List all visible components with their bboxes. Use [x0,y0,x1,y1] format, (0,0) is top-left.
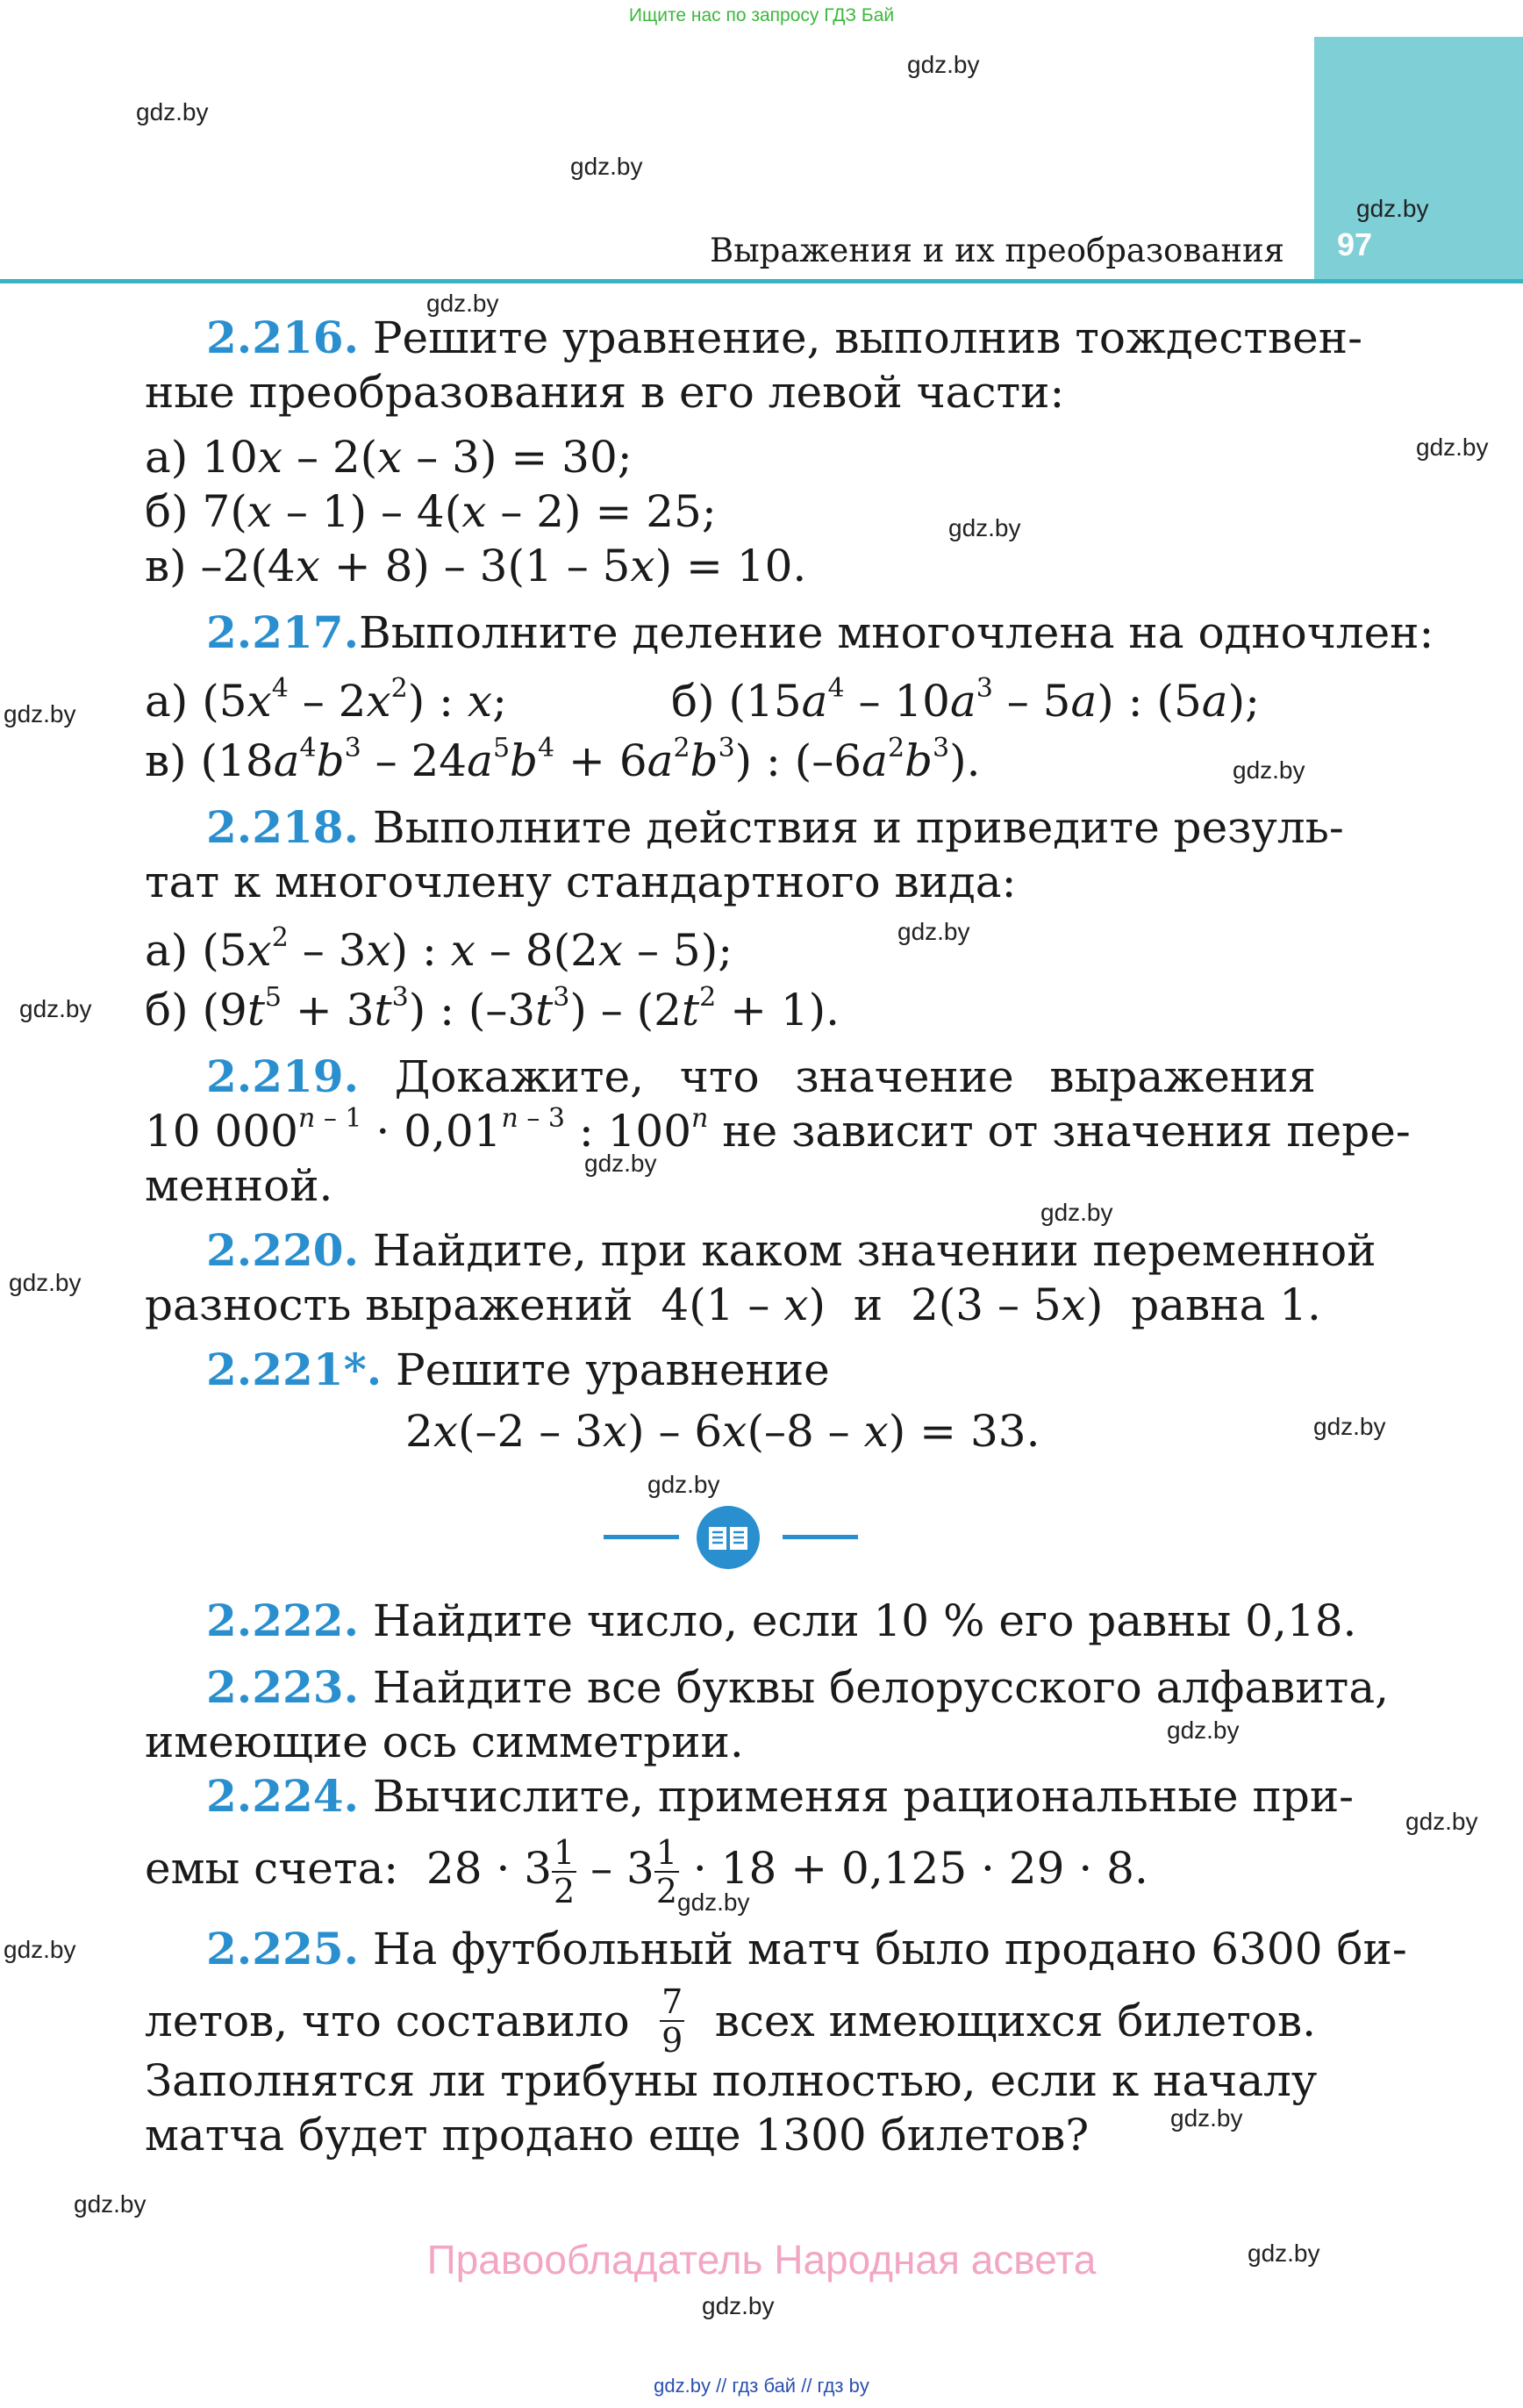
copyright-notice: Правообладатель Народная асвета [426,2237,1097,2283]
exercise-217-item-b: б) $(15a^4 - 10a^3 - 5a)$ : (5a); [671,673,1260,727]
exercise-225-line3: Заполнятся ли трибуны полностью, если к началу [145,2055,1318,2106]
watermark: gdz.by [1167,1716,1240,1744]
watermark: gdz.by [4,700,76,727]
exercise-225-line4: матча будет продано еще 1300 билетов? [145,2110,1090,2161]
exercise-222-line1 [206,1594,1356,1648]
exercise-220-line1 [206,1223,1376,1278]
exercise-text: Решите уравнение [396,1344,830,1395]
exercise-223-line2: имеющие ось симметрии. [145,1716,744,1767]
exercise-221-equation: 2x(–2 – 3x) – 6x(–8 – x) = 33. [405,1406,1040,1457]
exercise-text: равна 1. [1131,1279,1321,1330]
exercise-216-line2: ные преобразования в его левой части: [145,367,1065,418]
watermark: gdz.by [647,1471,720,1498]
exercise-217-line1 [206,606,1434,660]
exercise-218-item-a: а) $(5x^2 - 3x)$ : x – 8(2x – 5); [145,922,733,976]
section-divider-left [604,1535,679,1539]
exercise-text: Выполните деление многочлена на одночлен: [358,607,1434,658]
watermark: gdz.by [1170,2104,1243,2132]
exercise-219-line2: 10 $000^{n - 1} \cdot 0,01^{n - 3}$ : 100$^n$ не зависит от значения пере- [145,1103,1411,1157]
watermark: gdz.by [897,918,970,945]
exercise-224-line2: емы счета: 28 · 3 $\frac{1}{2}$ – 3 $\frac{1}{2}$ · 18 + 0,125 · 29 · 8. [145,1833,1148,1910]
exercise-text: летов, что составило [145,1996,630,2046]
top-banner[interactable]: Ищите нас по запросу ГДЗ Бай [628,5,895,25]
watermark: gdz.by [677,1888,750,1916]
exercise-number: 2.220. [206,1224,359,1276]
exercise-text: Найдите число, если 10 % его равны 0,18. [372,1595,1357,1646]
exercise-text: емы счета: [145,1843,399,1894]
section-title: Выражения и их преобразования [710,232,1284,269]
exercise-text: Решите уравнение, выполнив тождествен- [372,312,1362,363]
exercise-217-item-v: в) $(18a^4b^3 - 24a^5b^4 + 6a^2b^3)$ : $(-6a^2b^3)$. [145,733,981,786]
exercise-221-line1 [206,1343,830,1397]
watermark: gdz.by [9,1269,82,1296]
exercise-218-line1 [206,800,1344,855]
watermark: gdz.by [1040,1199,1113,1226]
watermark: gdz.by [1356,195,1429,222]
watermark: gdz.by [19,995,92,1022]
watermark: gdz.by [1313,1413,1386,1440]
watermark: gdz.by [1416,434,1489,461]
fraction-one-half: $\frac{1}{2}$ [554,1833,576,1910]
exercise-number: 2.222. [206,1595,359,1646]
exercise-text: не зависит от значения пере- [722,1106,1411,1157]
watermark: gdz.by [948,514,1021,541]
exercise-number: 2.216. [206,312,359,363]
exercise-224-line1 [206,1769,1355,1824]
exercise-text: и [853,1279,883,1330]
exercise-text: Вычислите, применяя рациональные при- [372,1771,1355,1822]
fraction-seven-ninths: $\frac{7}{9}$ [661,1982,683,2060]
exercise-number: 2.217. [206,606,359,658]
watermark: gdz.by [74,2190,147,2218]
exercise-217-item-a: а) $(5x^4 - 2x^2)$ : x; [145,673,507,727]
exercise-number: 2.224. [206,1770,359,1822]
exercise-216-item-b: б) 7(x – 1) – 4(x – 2) = 25; [145,486,717,537]
exercise-216-line1 [206,311,1362,365]
exercise-218-item-b: б) $(9t^5 + 3t^3)$ : $(-3t^3) - (2t^2 + 1)$. [145,982,840,1036]
watermark: gdz.by [584,1150,657,1177]
exercise-225-line1 [206,1922,1407,1976]
exercise-text: Найдите, при каком значении переменной [372,1225,1376,1276]
watermark: gdz.by [702,2292,775,2319]
exercise-number: 2.218. [206,801,359,853]
watermark: gdz.by [1233,756,1305,784]
exercise-text: разность выражений [145,1279,633,1330]
watermark: gdz.by [570,153,643,180]
watermark: gdz.by [1405,1808,1478,1835]
watermark: gdz.by [1248,2240,1320,2267]
exercise-219-line3: менной. [145,1160,333,1211]
book-icon [697,1506,760,1569]
exercise-text: Найдите все буквы белорусского алфавита, [372,1662,1390,1713]
exercise-text: На футбольный матч было продано 6300 би- [372,1924,1407,1974]
exercise-text: Выполните действия и приведите резуль- [372,802,1344,853]
exercise-text: Докажите, что значение выражения [394,1051,1316,1102]
fraction-one-half: $\frac{1}{2}$ [655,1833,678,1910]
exercise-218-line2: тат к многочлену стандартного вида: [145,856,1017,907]
exercise-225-line2 [145,1982,1316,2060]
watermark: gdz.by [136,98,209,125]
exercise-219-line1 [206,1050,1316,1104]
exercise-number: 2.223. [206,1661,359,1713]
page-number: 97 [1337,226,1373,262]
header-rule [0,279,1523,283]
exercise-216-item-v: в) –2(4x + 8) – 3(1 – 5x) = 10. [145,541,807,591]
exercise-223-line1 [206,1660,1390,1715]
exercise-number: 2.225. [206,1923,359,1974]
watermark: gdz.by [4,1936,76,1963]
exercise-number: 2.221*. [206,1344,383,1395]
exercise-text: всех имеющихся билетов. [714,1996,1316,2046]
section-divider-right [783,1535,858,1539]
exercise-216-item-a: а) 10x – 2(x – 3) = 30; [145,432,633,483]
exercise-number: 2.219. [206,1050,359,1102]
footer-links[interactable]: gdz.by // гдз бай // гдз by [654,2375,869,2397]
watermark: gdz.by [907,51,980,78]
watermark: gdz.by [426,290,499,317]
exercise-220-line2: разность выражений 4(1 – x) и 2(3 – 5x) равна 1. [145,1279,1321,1330]
